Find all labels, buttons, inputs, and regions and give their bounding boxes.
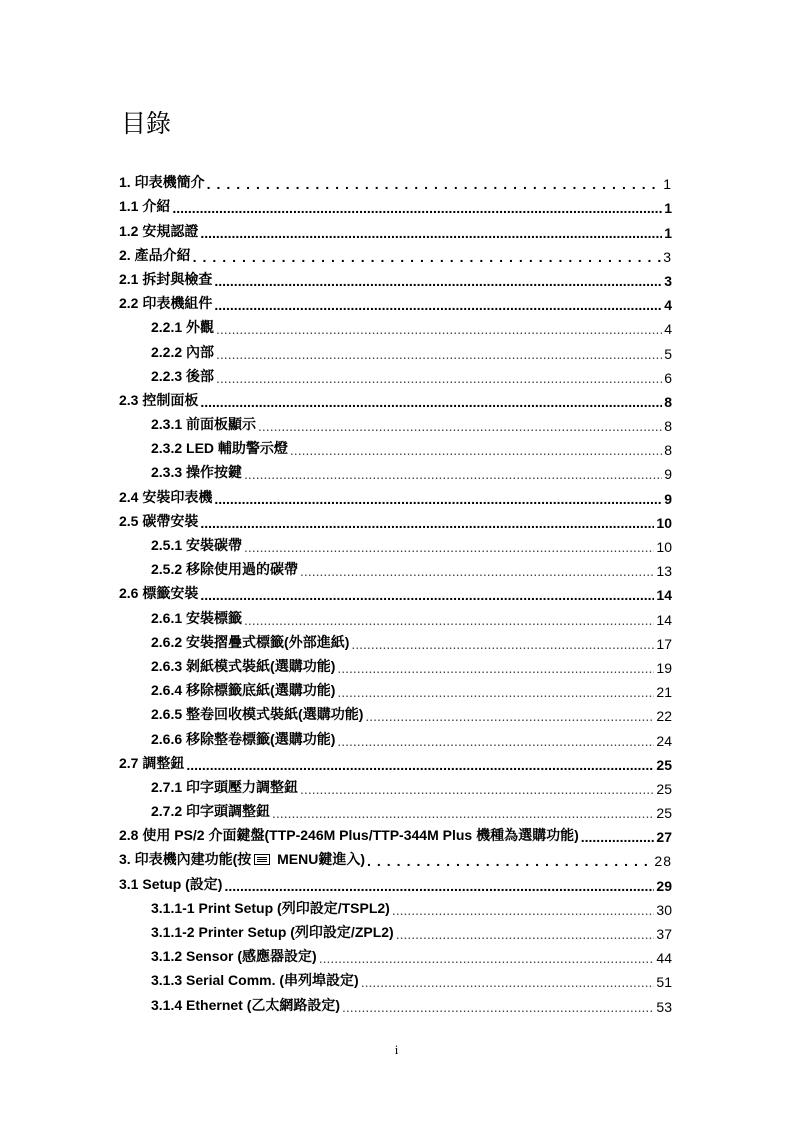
dot-leader: [214, 297, 662, 313]
toc-entry-page: 8: [664, 442, 672, 459]
toc-entry-label-part: 3. 印表機內建功能(按: [119, 851, 252, 868]
toc-entry-label: 3.1.3 Serial Comm. (串列埠設定): [151, 972, 359, 989]
dot-leader: [200, 515, 654, 531]
toc-entry-page: 9: [664, 466, 672, 483]
toc-entry-page: 25: [656, 805, 672, 822]
toc-entry-label: 2.6.5 整卷回收模式裝紙(選購功能): [151, 706, 364, 723]
toc-entry[interactable]: [119, 555, 672, 579]
toc-entry-page: 1: [663, 176, 672, 193]
toc-entry-page: 8: [664, 418, 672, 435]
dot-leader: [367, 853, 652, 869]
toc-entry-page: 3: [663, 248, 672, 265]
dot-leader: [244, 612, 654, 628]
toc-entry-page: 25: [656, 756, 672, 773]
toc-entry-page: 5: [664, 345, 672, 362]
toc-entry-page: 10: [656, 539, 672, 555]
toc-entry-label: 1. 印表機簡介: [119, 174, 205, 191]
toc-entry-label: 2.3.1 前面板顯示: [151, 416, 257, 433]
dot-leader: [200, 394, 662, 410]
toc-entry-label: 2.3.3 操作按鍵: [151, 464, 243, 481]
toc-entry[interactable]: [119, 749, 672, 773]
menu-key-icon: [254, 854, 270, 865]
toc-entry-page: 14: [656, 587, 672, 604]
toc-entry-label: 3.1.1-1 Print Setup (列印設定/TSPL2): [151, 899, 390, 916]
toc-entry[interactable]: [119, 289, 672, 313]
toc-entry-label: 3.1.4 Ethernet (乙太網路設定): [151, 996, 341, 1013]
toc-entry-label: 2.6.6 移除整卷標籤(選購功能): [151, 730, 336, 747]
dot-leader: [224, 878, 654, 894]
toc-entry-label: 2.6.4 移除標籤底紙(選購功能): [151, 682, 336, 699]
dot-leader: [216, 346, 662, 362]
toc-entry-page: 8: [664, 393, 672, 410]
toc-entry[interactable]: [119, 386, 672, 410]
toc-entry-page: 25: [656, 780, 672, 797]
toc-entry-page: 10: [656, 514, 672, 531]
toc-entry-label: 3.1 Setup (設定): [119, 875, 223, 892]
dot-leader: [392, 902, 655, 918]
toc-entry[interactable]: [119, 603, 672, 627]
dot-leader: [337, 660, 654, 676]
toc-entry[interactable]: [119, 507, 672, 531]
toc-entry-page: 4: [664, 321, 672, 338]
toc-entry[interactable]: [119, 990, 672, 1014]
dot-leader: [337, 733, 654, 749]
dot-leader: [244, 466, 662, 482]
dot-leader: [319, 950, 655, 966]
toc-entry[interactable]: [119, 410, 672, 434]
toc-entry-page: 53: [656, 998, 672, 1015]
toc-entry-label: 3.1.1-2 Printer Setup (列印設定/ZPL2): [151, 924, 394, 940]
dot-leader: [186, 757, 654, 773]
toc-entry[interactable]: [119, 313, 672, 337]
table-of-contents: [119, 168, 672, 1015]
toc-entry-label: 2. 產品介紹: [119, 246, 191, 263]
toc-entry-page: 51: [656, 974, 672, 991]
toc-entry[interactable]: [119, 700, 672, 724]
toc-entry[interactable]: [119, 216, 672, 240]
toc-entry[interactable]: [119, 337, 672, 361]
toc-entry-label: 1.1 介紹: [119, 198, 171, 215]
toc-entry-page: 1: [664, 224, 672, 241]
toc-entry[interactable]: [119, 628, 672, 652]
toc-entry-page: 9: [664, 490, 672, 507]
toc-entry[interactable]: [119, 192, 672, 216]
toc-entry-label: 2.7.1 印字頭壓力調整鈕: [151, 778, 299, 795]
dot-leader: [172, 200, 662, 216]
toc-entry-label: 2.5 碳帶安裝: [119, 512, 199, 529]
toc-entry-page: 24: [656, 732, 672, 749]
dot-leader: [365, 708, 654, 724]
toc-entry-page: 3: [664, 272, 672, 289]
toc-entry[interactable]: [119, 458, 672, 482]
dot-leader: [258, 418, 662, 434]
toc-entry[interactable]: [119, 821, 672, 845]
toc-entry-label: 2.2.2 內部: [151, 343, 215, 360]
toc-entry-page: 14: [656, 611, 672, 628]
page-title: 目錄: [121, 109, 172, 138]
toc-entry-label: 2.3 控制面板: [119, 391, 199, 408]
toc-entry-label-part: MENU鍵進入): [273, 851, 366, 868]
toc-entry-label: 2.7.2 印字頭調整鈕: [151, 803, 271, 820]
toc-entry[interactable]: [119, 362, 672, 386]
dot-leader: [396, 926, 655, 942]
toc-entry-page: 22: [656, 708, 672, 725]
toc-entry-page: 17: [656, 635, 672, 652]
dot-leader: [300, 563, 654, 579]
toc-entry-page: 19: [656, 659, 672, 676]
dot-leader: [361, 974, 655, 990]
toc-entry-page: 1: [664, 200, 672, 217]
toc-entry[interactable]: [119, 482, 672, 506]
toc-entry-label: 2.3.2 LED 輔助警示燈: [151, 440, 288, 457]
toc-entry-label: 2.8 使用 PS/2 介面鍵盤(TTP-246M Plus/TTP-344M Plus 機種為選購功能): [119, 827, 579, 844]
toc-entry[interactable]: [119, 168, 672, 192]
page-number: i: [394, 1042, 399, 1057]
toc-entry-page: 13: [656, 563, 672, 580]
dot-leader: [351, 636, 654, 652]
toc-entry[interactable]: [119, 652, 672, 676]
toc-entry-page: 6: [664, 369, 672, 386]
dot-leader: [207, 176, 662, 192]
toc-entry[interactable]: [119, 531, 672, 555]
toc-entry-label: [119, 849, 365, 869]
toc-entry[interactable]: [119, 724, 672, 748]
toc-entry-label: 3.1.2 Sensor (感應器設定): [151, 948, 317, 965]
toc-entry-label: 2.2 印表機組件: [119, 295, 213, 312]
toc-entry-page: 27: [656, 829, 672, 846]
toc-entry-label: 2.6.2 安裝摺疊式標籤(外部進紙): [151, 633, 350, 650]
toc-entry[interactable]: [119, 579, 672, 603]
toc-entry[interactable]: [119, 797, 672, 821]
dot-leader: [342, 999, 654, 1015]
toc-entry-page: 30: [656, 901, 672, 918]
toc-entry-label: 2.1 拆封與檢查: [119, 270, 213, 287]
toc-entry[interactable]: [119, 773, 672, 797]
toc-entry[interactable]: [119, 869, 672, 893]
toc-entry-label: 2.5.2 移除使用過的碳帶: [151, 561, 299, 578]
toc-entry[interactable]: [119, 894, 672, 918]
toc-entry-label: 2.6.1 安裝標籤: [151, 609, 243, 626]
dot-leader: [244, 539, 654, 555]
toc-entry-label: 2.6 標籤安裝: [119, 585, 199, 602]
toc-entry-label: 2.2.3 後部: [151, 367, 215, 384]
toc-entry-page: 21: [656, 684, 672, 701]
dot-leader: [216, 321, 662, 337]
dot-leader: [216, 370, 662, 386]
toc-entry-label: 2.6.3 剝紙模式裝紙(選購功能): [151, 657, 336, 674]
toc-entry-label: 2.4 安裝印表機: [119, 488, 213, 505]
toc-entry-page: 44: [656, 950, 672, 967]
toc-entry[interactable]: [119, 434, 672, 458]
toc-entry[interactable]: [119, 966, 672, 990]
dot-leader: [337, 684, 654, 700]
toc-entry[interactable]: [119, 241, 672, 265]
toc-entry[interactable]: [119, 265, 672, 289]
toc-entry[interactable]: [119, 845, 672, 869]
dot-leader: [581, 829, 655, 845]
toc-entry-label: 2.7 調整鈕: [119, 754, 185, 771]
dot-leader: [300, 781, 654, 797]
toc-entry[interactable]: [119, 942, 672, 966]
toc-entry-page: 4: [664, 297, 672, 314]
dot-leader: [214, 273, 662, 289]
dot-leader: [200, 225, 662, 241]
dot-leader: [214, 491, 662, 507]
toc-entry-label: 2.2.1 外觀: [151, 319, 215, 336]
toc-entry[interactable]: [119, 918, 672, 942]
toc-entry-page: 28: [654, 853, 672, 870]
toc-entry-label: 2.5.1 安裝碳帶: [151, 537, 243, 553]
dot-leader: [193, 249, 662, 265]
dot-leader: [200, 587, 654, 603]
toc-entry[interactable]: [119, 676, 672, 700]
dot-leader: [290, 442, 662, 458]
dot-leader: [272, 805, 654, 821]
toc-entry-label: 1.2 安規認證: [119, 222, 199, 239]
toc-entry-page: 29: [656, 877, 672, 894]
toc-entry-page: 37: [656, 926, 672, 942]
